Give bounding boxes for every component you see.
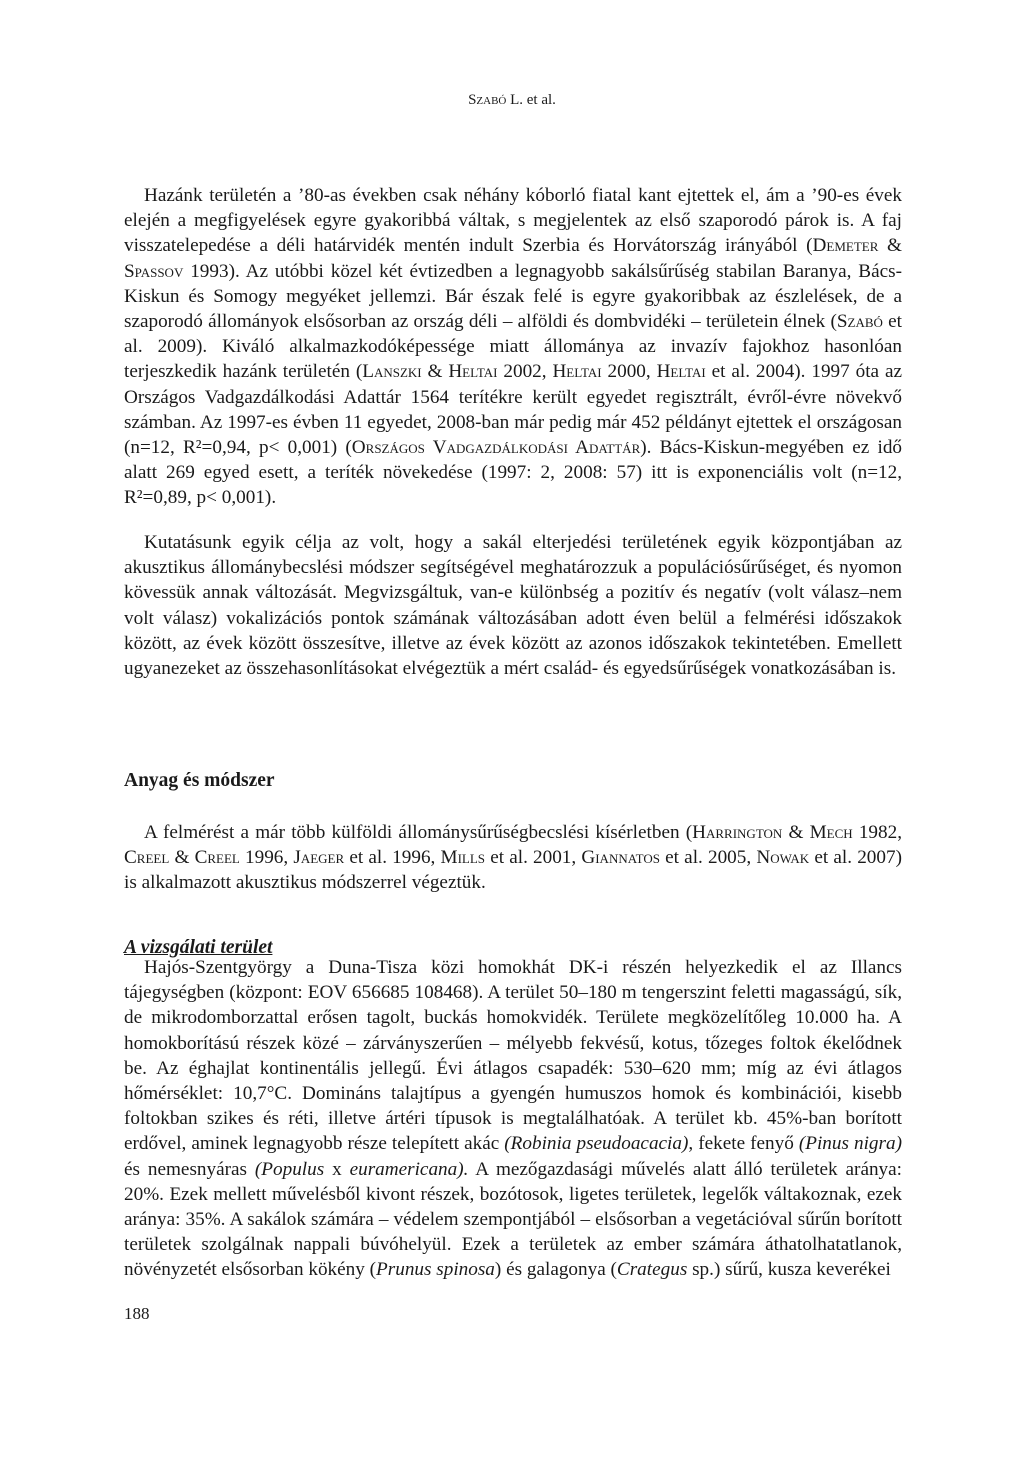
species-name: euramericana).: [349, 1158, 469, 1180]
paragraph-methods: [124, 820, 902, 896]
text-run: 1996,: [239, 847, 294, 869]
text-run: A felmérést a már több külföldi állománysűrűségbecslési kísérletben (: [144, 822, 693, 843]
text-run: ). Bács-Kiskun-megyében ez idő alatt 269 egyed esett, a teríték növekedése (1997: 2, 2008: 57) itt is exponenciális volt (n=12, R²=0,89, p< 0,001).: [124, 437, 903, 509]
citation-author: Jaeger: [293, 847, 345, 869]
paragraph-intro-text: [124, 183, 902, 511]
text-run: &: [878, 235, 902, 257]
paragraph-aims: [124, 530, 902, 681]
text-run: et al. 2009). Kiváló alkalmazkodóképessége miatt állománya az invazív fajokhoz hasonlóan terjeszkedik hazánk területén (: [124, 311, 902, 383]
species-name: Prunus spinosa: [376, 1259, 495, 1281]
text-run: &: [782, 822, 810, 843]
citation-author: Mills: [440, 847, 486, 869]
subsection-heading: A vizsgálati terület: [124, 937, 273, 958]
citation-author: Demeter: [812, 235, 879, 257]
citation-author: Heltai: [448, 361, 498, 383]
citation-author: Giannatos: [581, 847, 660, 869]
text-run: ) és galagonya (: [494, 1259, 617, 1281]
running-head: [0, 92, 1024, 109]
text-run: et al. 2001,: [485, 847, 582, 869]
citation-author: Nowak: [756, 847, 810, 869]
text-run: et al. 2005,: [660, 847, 757, 869]
citation-author: Harrington: [692, 822, 783, 843]
citation-author: Szabó: [836, 311, 883, 333]
running-head-author: Szabó: [468, 92, 507, 108]
citation-author: Spassov: [124, 260, 184, 282]
text-run: 2000,: [601, 361, 657, 383]
paragraph-study-area-text: [124, 955, 902, 1283]
citation-author: Creel: [124, 847, 170, 869]
citation-source: Országos Vadgazdálkodási Adattár: [351, 437, 641, 459]
text-run: , fekete fenyő: [688, 1133, 799, 1155]
text-run: x: [324, 1158, 350, 1180]
citation-author: Creel: [194, 847, 240, 869]
citation-author: Heltai: [552, 361, 602, 383]
section-heading: Anyag és módszer: [124, 770, 275, 791]
text-run: 2002,: [497, 361, 553, 383]
text-run: sp.) sűrű, kusza keverékei: [687, 1259, 891, 1281]
text-run: et al. 1996,: [344, 847, 441, 869]
text-run: és nemesnyáras: [124, 1158, 255, 1180]
paragraph-intro: [124, 183, 902, 511]
citation-author: Mech: [809, 822, 853, 843]
text-run: et al. 2007) is alkalmazott akusztikus módszerrel végeztük.: [124, 847, 902, 894]
species-name: (Pinus nigra): [798, 1133, 902, 1155]
text-run: &: [421, 361, 449, 383]
citation-author: Heltai: [656, 361, 706, 383]
text-run: Hazánk területén a ’80-as években csak néhány kóborló fiatal kant ejtettek el, ám a ’90-es évek elején a megfigyelések egyre gyakoribbá váltak, s megjelentek az első szaporodó párok is. A faj visszatelepedése a déli határvidék mentén indult Szerbia és Horvátország irányából (: [124, 185, 902, 257]
page-number: 188: [124, 1304, 150, 1323]
text-run: &: [169, 847, 195, 869]
paragraph-methods-text: [124, 820, 902, 896]
text-run: et al. 2004). 1997 óta az Országos Vadgazdálkodási Adattár 1564 terítékre került egyedet regisztrált, évről-évre növekvő számban. Az 1997-es évben 11 egyedet, 2008-ban már pedig már 452 példányt ejtettek el országosan (n=12, R²=0,94, p< 0,001) (: [124, 361, 902, 459]
text-run: Hajós-Szentgyörgy a Duna-Tisza közi homokhát DK-i részén helyezkedik el az Illancs tájegységben (központ: EOV 656685 108468). A terület 50–180 m tengerszint feletti magasságú, sík, de mikrodomborzattal erősen tagolt, buckás homokvidék. Területe megközelítőleg 10.000 ha. A homokborítású részek közé – zárványszerűen – mélyebb fekvésű, kotus, tőzeges foltok ékelődnek be. Az éghajlat kontinentális jellegű. Évi átlagos csapadék: 530–620 mm; míg az évi átlagos hőmérséklet: 10,7°C. Domináns talajtípus a gyengén humuszos homok és kombinációi, kisebb foltokban szikes és réti, illetve ártéri típusok is megtalálhatóak. A terület kb. 45%-ban borított erdővel, aminek legnagyobb része telepített akác: [124, 957, 902, 1155]
text-run: A mezőgazdasági művelés alatt álló területek aránya: 20%. Ezek mellett művelésből kivont részek, bozótosok, ligetes területek, legelők váltakoznak, ezek aránya: 35%. A sakálok számára – védelem szempontjából – elsősorban a vegetációval sűrűn borított területek szolgálnak nappali búvóhelyül. Ezek a területek az ember számára áthatolhatatlanok, növényzetét elsősorban kökény (: [124, 1158, 902, 1281]
species-name: (Robinia pseudoacacia): [504, 1133, 689, 1155]
paragraph-study-area: [124, 955, 902, 1283]
running-head-suffix: L. et al.: [506, 92, 556, 108]
species-name: Crategus: [616, 1259, 688, 1281]
text-run: 1993). Az utóbbi közel két évtizedben a legnagyobb sakálsűrűség stabilan Baranya, Bács-Kiskun és Somogy megyéket jellemzi. Bár észak felé is egyre gyakoribbak az észlelések, de a szaporodó állományok elsősorban az ország déli – alföldi és dombvidéki – területein élnek (: [124, 260, 902, 333]
citation-author: Lanszki: [362, 361, 422, 383]
species-name: (Populus: [254, 1158, 325, 1180]
paragraph-aims-text: Kutatásunk egyik célja az volt, hogy a sakál elterjedési területének egyik központjában az akusztikus állománybecslési módszer segítségével meghatározzuk a populációsűrűséget, és nyomon kövessük annak változását. Megvizsgáltuk, van-e különbség a pozitív és negatív (volt válasz–nem volt válasz) vokalizációs pontok számának változásában adott éven belül a felmérési időszakok között, az évek között összesítve, illetve az évek között az azonos időszakok tekintetében. Emellett ugyanezeket az összehasonlításokat elvégeztük a mért család- és egyedsűrűségek vonatkozásában is.: [124, 532, 902, 680]
text-run: 1982,: [852, 822, 903, 843]
